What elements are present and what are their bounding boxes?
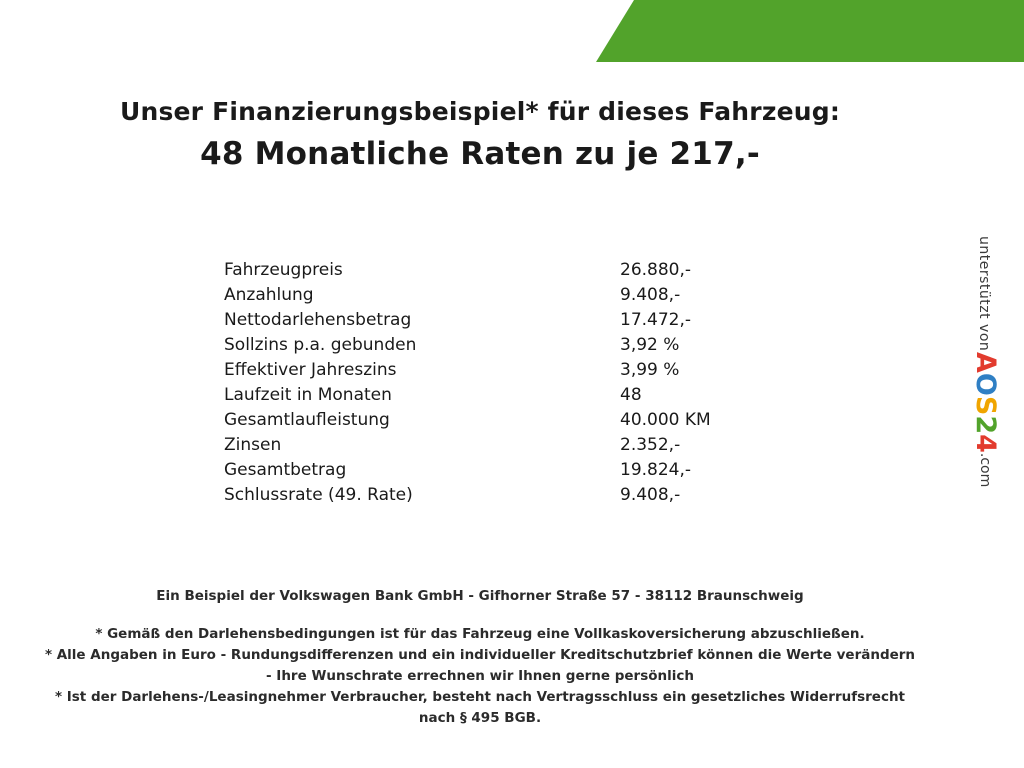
legal-note-line: nach § 495 BGB. [418,709,542,726]
row-label: Zinsen [224,435,282,455]
table-row [224,433,920,458]
clover-x-icon [178,17,204,43]
table-row [224,483,920,508]
logo-tld: .com [977,452,993,488]
row-label: Effektiver Jahreszins [224,360,397,380]
sidebar-support [970,236,1010,536]
table-row [224,383,920,408]
row-value: 2.352,- [620,435,681,455]
brand-feser-label: FESER [72,16,171,47]
bank-disclaimer: Ein Beispiel der Volkswagen Bank GmbH - Gifhorner Straße 57 - 38112 Braunschweig [156,588,804,604]
row-label: Sollzins p.a. gebunden [224,335,417,355]
logo-letter-s: S [970,395,1001,416]
logo-digit-4: 4 [970,434,1001,453]
row-label: Gesamtlaufleistung [224,410,390,430]
row-label: Nettodarlehensbetrag [224,310,412,330]
row-value: 9.408,- [620,485,681,505]
table-row [224,308,920,333]
legal-notes [0,624,960,729]
legal-note-line: - Ihre Wunschrate errechnen wir Ihnen gerne persönlich [266,667,694,684]
aos24-logo [972,352,999,487]
row-label: Fahrzeugpreis [224,260,343,280]
legal-note-line: * Gemäß den Darlehensbedingungen ist für das Fahrzeug eine Vollkaskoversicherung abzuschließen. [95,626,865,642]
page-subtitle: 48 Monatliche Raten zu je 217,- [200,135,760,172]
logo-letter-o: O [970,372,1001,396]
row-value: 48 [620,385,642,405]
dealer-brand [0,14,428,50]
table-row [224,283,920,308]
row-label: Gesamtbetrag [224,460,347,480]
table-row [224,258,920,283]
row-value: 40.000 KM [620,410,711,430]
row-value: 19.824,- [620,460,692,480]
page-title: Unser Finanzierungsbeispiel* für dieses Fahrzeug: [119,97,841,126]
row-label: Laufzeit in Monaten [224,385,392,405]
row-label: Schlussrate (49. Rate) [224,485,413,505]
support-label: unterstützt von [976,236,992,352]
finance-details-table [224,258,920,508]
logo-digit-2: 2 [970,415,1001,435]
table-row [224,458,920,483]
row-label: Anzahlung [224,285,314,305]
row-value: 9.408,- [620,285,681,305]
row-value: 3,92 % [620,335,680,355]
row-value: 17.472,- [620,310,692,330]
row-value: 26.880,- [620,260,692,280]
vehicle-id-label: 1VDV-15764 [295,25,404,45]
legal-note-line: * Alle Angaben in Euro - Rundungsdifferenzen und ein individueller Kreditschutzbrief können die Werte verändern [44,646,916,663]
header-banner [596,0,1024,62]
logo-letter-a: A [970,352,1001,373]
table-row [224,408,920,433]
table-row [224,358,920,383]
title-block [0,96,960,176]
table-row [224,333,920,358]
row-value: 3,99 % [620,360,680,380]
brand-graf-label: GRAF [210,16,295,47]
legal-note-line: * Ist der Darlehens-/Leasingnehmer Verbraucher, besteht nach Vertragsschluss ein gesetzliches Widerrufsrecht [54,688,906,705]
